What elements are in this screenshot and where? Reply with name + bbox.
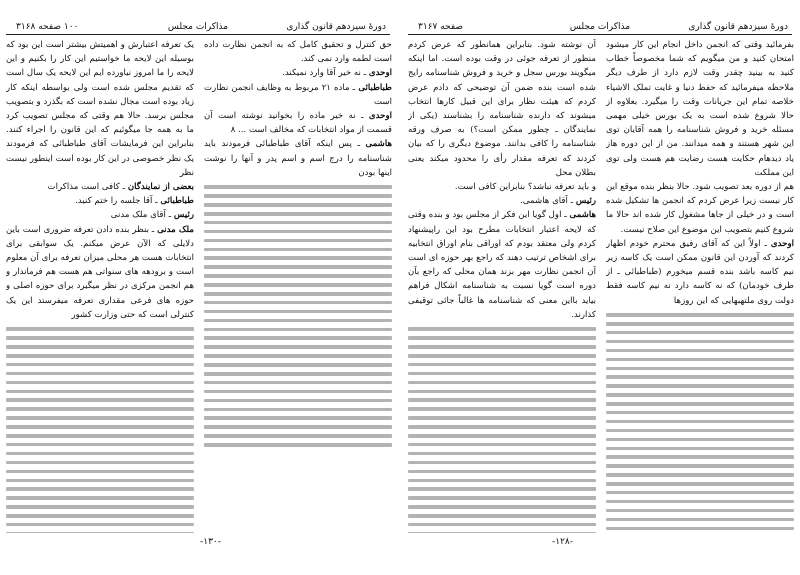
- scanned-text-line: [606, 491, 794, 495]
- scanned-text-line: [6, 514, 194, 518]
- scanned-text-line: [606, 358, 794, 362]
- scanned-text-line: [204, 336, 392, 340]
- paragraph-text: هم از دوره بعد تصویب شود. حالا بنظر بنده موقع این کار نیست زیرا عرض کردم که انجمن ها تشکیل شده است و در خیلی از جاها مشغول کار شده اند حالا ما شروع کنیم بتصویب این موضوع این صلاح نیست.: [606, 182, 794, 235]
- scanned-text-line: [6, 487, 194, 491]
- scanned-text-line: [408, 372, 596, 376]
- text-column-right: [606, 38, 794, 533]
- speaker-paragraph: [204, 66, 392, 80]
- scanned-text-line: [606, 482, 794, 486]
- scanned-text-line: [204, 345, 392, 349]
- paragraph-text: و باید تعرفه نباشد؟ بنابراین کافی است.: [454, 182, 596, 193]
- paragraph-text: ـ آقای ملک مدنی: [110, 210, 172, 221]
- session-title: دورهٔ سیزدهم قانون گذاری: [286, 22, 386, 32]
- scanned-text-line: [6, 381, 194, 385]
- scanned-text-line: [204, 203, 392, 207]
- scanned-text-line: [204, 265, 392, 269]
- paragraph: [606, 38, 794, 180]
- scanned-text-line: [6, 407, 194, 411]
- scanned-text-line: [408, 336, 596, 340]
- scanned-text-line: [6, 452, 194, 456]
- paragraph-text: ـ ماده ۲۱ مربوط به وظایف انجمن نظارت است: [204, 82, 392, 107]
- speaker-name: اوحدی: [770, 238, 794, 249]
- scanned-text-line: [408, 496, 596, 500]
- scanned-text-line: [606, 322, 794, 326]
- scanned-text-line: [408, 523, 596, 527]
- paragraph: [204, 38, 392, 66]
- scanned-text-line: [606, 384, 794, 388]
- page-header: [6, 20, 390, 35]
- speaker-name: ملک مدنی: [157, 224, 194, 235]
- text-column-right: [204, 38, 392, 533]
- scanned-text-line: [606, 429, 794, 433]
- scanned-text-line: [408, 514, 596, 518]
- scanned-text-line: [6, 505, 194, 509]
- scanned-text-line: [6, 372, 194, 376]
- paragraph-text: ـ نه خیر ماده را بخوانید نوشته است آن قسمت از مواد انتخابات که مخالف است ... ۸: [204, 111, 392, 136]
- scanned-text-line: [408, 407, 596, 411]
- paragraph-text: ـ نه خیر آقا وارد نمیکند.: [282, 68, 367, 79]
- scanned-text-line: [408, 452, 596, 456]
- speaker-name: رئیس: [173, 210, 194, 221]
- page-number: -۱۲۸-: [552, 537, 573, 547]
- paragraph-text: ـ آقا جلسه را ختم کنید.: [75, 196, 158, 207]
- scanned-text-line: [606, 340, 794, 344]
- paragraph-text: ـ اولاً این که آقای رفیق محترم خودم اظهار کردند که آوردن این قانون ممکن است یک کاسه زیر نیم کاسه باشد بنده قسم میخورم (طباطبائی ـ از طرف خودمان) که نه کاسه دارد نه نیم کاسه فقط دولت روی ملتهبهایی که این روزها: [606, 238, 794, 306]
- paragraph-text: حق کنترل و تحقیق کامل که به انجمن نظارت داده است لطمه وارد نمی کند.: [204, 40, 392, 65]
- speaker-name: اوحدی: [368, 111, 392, 122]
- speaker-paragraph: [606, 237, 794, 308]
- scanned-text-line: [606, 367, 794, 371]
- scanned-text-line: [6, 336, 194, 340]
- scanned-text-line: [408, 354, 596, 358]
- scanned-text-line: [408, 345, 596, 349]
- scanned-text-line: [408, 434, 596, 438]
- speaker-paragraph: [6, 180, 194, 194]
- scanned-text-line: [606, 375, 794, 379]
- paragraph-text: بفرمائید وقتی که انجمن داخل انجام این کار میشود امتحان کنید و من میگویم که شما مخصوصاً خطاب کنید به بینید چقدر وقت لازم دارد از طرف دیگر ملاحظه میفرمائید که حفظ دنیا و غایت تملک الاشیاء خلاصه تمام این جریانات وقت را میگیرد. بعلاوه از حالا شروع شده است به یک بورس خیلی مهمی مسئله خرید و فروش شناسنامه را همه آقایان توی این شهر هستند و همه میدانند. من از این دوره هاز یاد دیدهام حکایت هست رضایت هم هست ولی توی این مملکت: [606, 40, 794, 178]
- speaker-paragraph: [6, 223, 194, 322]
- scanned-text-line: [606, 527, 794, 531]
- scanned-text-line: [6, 416, 194, 420]
- speaker-paragraph: [6, 194, 194, 208]
- scanned-text-line: [606, 438, 794, 442]
- scanned-text-line: [204, 310, 392, 314]
- scanned-text-line: [204, 230, 392, 234]
- scanned-text-line: [408, 443, 596, 447]
- scanned-text-line: [6, 425, 194, 429]
- scanned-text-line: [6, 434, 194, 438]
- header-title: مذاکرات مجلس: [167, 22, 229, 32]
- scanned-text-line: [6, 523, 194, 527]
- speaker-paragraph: [204, 137, 392, 180]
- scanned-text-line: [408, 470, 596, 474]
- scanned-text-line: [6, 479, 194, 483]
- paragraph-text: آن نوشته شود. بنابراین همانطور که عرض کردم منظور از تعرفه جوئی در وقت بوده است. اما اینکه میگویند بورس سجل و خرید و فروش شناسنامه رایج شده است بنده ضمن آن توضیحی که دادم عرض کردم که هیئت نظار برای این قبیل کارها انتخاب میشوند که دارنده شناسنامه را بشناسند (یکی از نمایندگان ـ چطور ممکن است؟) به صرف ورقه شناسنامه را کافی بدانند. موضوع دیگری را که بیان کردند که تعرفه مقدار رأی را محدود میکند یعنی بطلان محل: [408, 40, 596, 178]
- speaker-name: هاشمی: [569, 210, 596, 221]
- scanned-text-line: [408, 505, 596, 509]
- scanned-text-line: [408, 416, 596, 420]
- scanned-text-line: [606, 447, 794, 451]
- header-page-number: ۱۰۰ صفحه ۳۱۶۸: [16, 22, 79, 32]
- speaker-name: اوحدی: [368, 68, 392, 79]
- scanned-text-line: [606, 473, 794, 477]
- paragraph: [408, 38, 596, 180]
- scanned-text-line: [408, 381, 596, 385]
- scanned-text-line: [204, 292, 392, 296]
- scanned-text-line: [204, 283, 392, 287]
- scanned-text-line: [6, 390, 194, 394]
- scanned-text-line: [6, 354, 194, 358]
- speaker-paragraph: [408, 208, 596, 322]
- scanned-text-line: [606, 500, 794, 504]
- scanned-text-line: [408, 532, 596, 533]
- scanned-text-line: [204, 390, 392, 394]
- scanned-text-line: [204, 399, 392, 403]
- left-page: [0, 0, 396, 575]
- scanned-text-line: [408, 327, 596, 331]
- scanned-text-line: [6, 398, 194, 402]
- header-page-number: صفحه ۳۱۶۷: [418, 22, 464, 32]
- page-header: [408, 20, 792, 35]
- paragraph-text: ـ پس اینکه آقای طباطبائی فرمودند باید شناسنامه را درج اسم و اسم پدر و آنها را نوشت اینها بودن: [204, 139, 392, 178]
- paragraph-text: یک تعرفه اعتبارش و اهمیتش بیشتر است این بود که بوسیله این لایحه ما خواستیم این کار را بکنیم و این لایحه را ما امروز نیاورده ایم این لایحه یک سال است که تقدیم مجلس شده است ولی بواسطه اینکه کار زیاد بوده است مجال نشده است که بگذرد و بتصویب مجلس برسد. حالا هم وقتی که مجلس تصویب کرد ما به همه جا میگوئیم که این قانون را اجراء کنند. بنابراین این فرمایشات آقای طباطبائی که فرمودند یک نظر خصوصی در این کار بوده است اینطور نیست نظر: [6, 40, 194, 178]
- text-column-left: [6, 38, 194, 533]
- scanned-text-line: [204, 381, 392, 385]
- paragraph-text: ـ آقای هاشمی.: [520, 196, 574, 207]
- paragraph: [408, 180, 596, 194]
- scanned-text-line: [6, 532, 194, 533]
- paragraph: [606, 180, 794, 237]
- scanned-text-line: [204, 408, 392, 412]
- scanned-text-line: [6, 327, 194, 331]
- scanned-text-line: [408, 398, 596, 402]
- speaker-name: بعضی از نمایندگان: [127, 182, 194, 193]
- scanned-text-line: [606, 509, 794, 513]
- scanned-text-line: [6, 470, 194, 474]
- scanned-text-line: [204, 363, 392, 367]
- scanned-text-line: [204, 319, 392, 323]
- scanned-text-line: [204, 212, 392, 216]
- scanned-text-line: [204, 248, 392, 252]
- speaker-paragraph: [204, 109, 392, 137]
- paragraph-text: ـ بنظر بنده دادن تعرفه ضروری است باین دلایلی که الآن عرض میکنم. یک سوابقی برای انتخابات هست هر محلی میزان تعرفه برای آن معلوم است و برودهه های سنواتی هم هست هم فرماندار و هم انجمن مرکزی در نظر میگیرد برای حوزه اصلی و حوزه های فرعی مقداری تعرفه میفرستد این یک کنترلی است که حتی وزارت کشور: [6, 224, 194, 320]
- scanned-text-line: [204, 274, 392, 278]
- speaker-name: طباطبائی: [358, 82, 392, 93]
- scanned-text-line: [606, 331, 794, 335]
- scanned-text-line: [204, 239, 392, 243]
- scanned-text-line: [204, 354, 392, 358]
- scanned-text-line: [6, 345, 194, 349]
- scanned-text-line: [408, 479, 596, 483]
- scanned-text-line: [6, 363, 194, 367]
- text-column-left: [408, 38, 596, 533]
- scanned-text-line: [408, 487, 596, 491]
- scanned-text-line: [606, 518, 794, 522]
- scanned-text-line: [204, 256, 392, 260]
- scanned-text-line: [408, 461, 596, 465]
- scanned-text-line: [6, 496, 194, 500]
- scanned-text-line: [606, 402, 794, 406]
- scanned-text-line: [408, 390, 596, 394]
- speaker-name: طباطبائی: [160, 196, 194, 207]
- scanned-text-line: [204, 328, 392, 332]
- speaker-name: هاشمی: [365, 139, 392, 150]
- scanned-text-line: [606, 349, 794, 353]
- scanned-text-line: [606, 420, 794, 424]
- scanned-text-line: [204, 194, 392, 198]
- scanned-text-line: [204, 185, 392, 189]
- paragraph-text: ـ کافی است مذاکرات: [47, 182, 126, 193]
- scanned-text-line: [204, 372, 392, 376]
- header-title: مذاکرات مجلس: [569, 22, 631, 32]
- paragraph: [6, 38, 194, 180]
- scanned-text-line: [204, 434, 392, 438]
- scanned-text-line: [204, 443, 392, 447]
- speaker-paragraph: [408, 194, 596, 208]
- scanned-text-line: [204, 221, 392, 225]
- scanned-text-line: [606, 313, 794, 317]
- scanned-text-line: [606, 411, 794, 415]
- scanned-text-line: [6, 443, 194, 447]
- scanned-text-line: [204, 301, 392, 305]
- scanned-text-line: [606, 455, 794, 459]
- right-page: [402, 0, 798, 575]
- speaker-paragraph: [204, 81, 392, 109]
- speaker-paragraph: [6, 208, 194, 222]
- scanned-text-line: [6, 461, 194, 465]
- scanned-text-line: [204, 425, 392, 429]
- scanned-text-line: [408, 425, 596, 429]
- speaker-name: رئیس: [575, 196, 596, 207]
- page-number: -۱۳۰-: [200, 537, 221, 547]
- session-title: دورهٔ سیزدهم قانون گذاری: [688, 22, 788, 32]
- scanned-text-line: [606, 464, 794, 468]
- scanned-text-line: [606, 393, 794, 397]
- scanned-text-line: [408, 363, 596, 367]
- paragraph-text: ـ اول گویا این فکر از مجلس بود و بنده وقتی که لایحه اعتبار انتخابات مطرح بود این راپیشنهاد کردم ولی معتقد بودم که اوراقی بنام اوراق انتخابیه برای اشخاص ترتیب دهند که راجع بهر حوزه ای است آن انجمن نظارت مهر بزند همان محلی که راجع بآن دوره است گویا نسبت به شناسنامه اشکال فراهم بیاید بااین معنی که شناسنامه ها غالباً جائی توقیفی کذارند.: [408, 210, 596, 320]
- scanned-text-line: [204, 416, 392, 420]
